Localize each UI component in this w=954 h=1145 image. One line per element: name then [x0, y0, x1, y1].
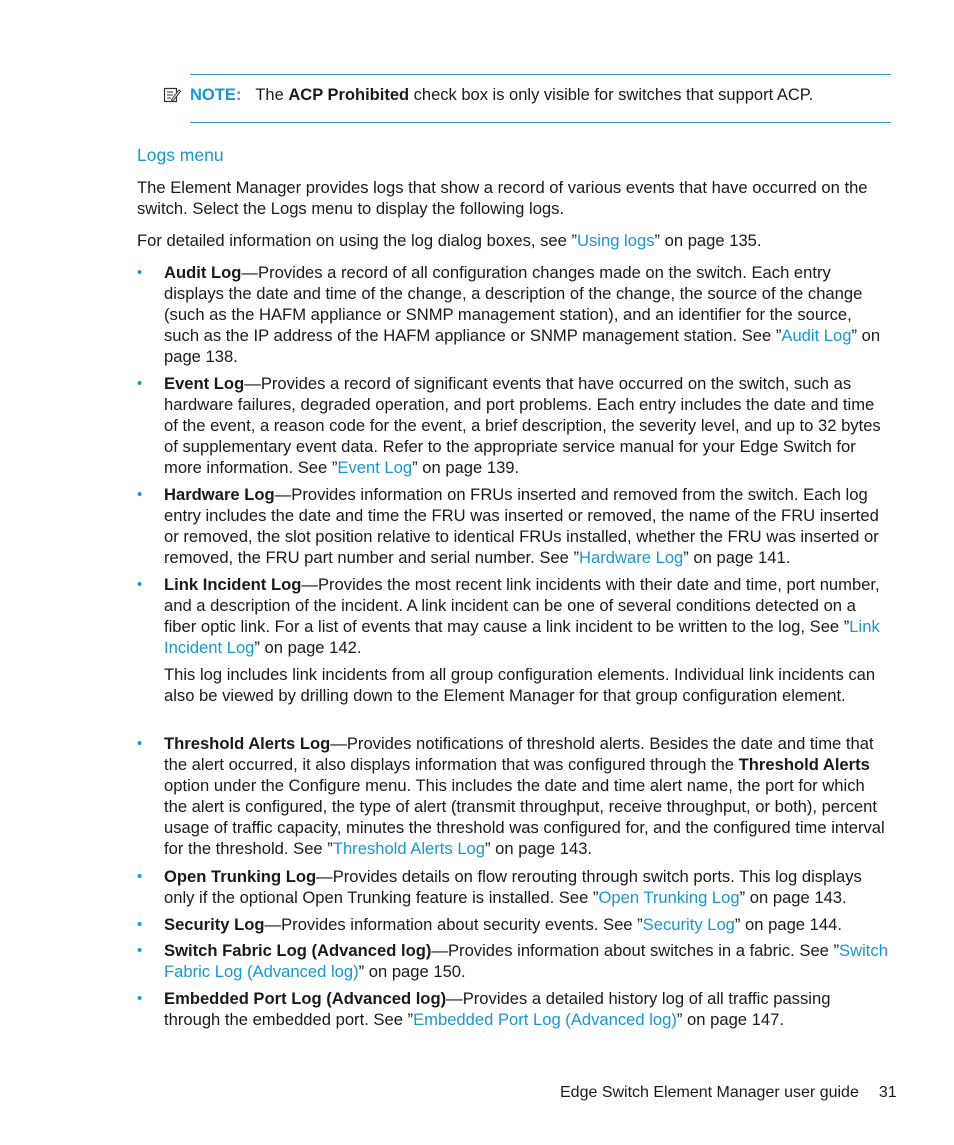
item-text: —Provides notifications of threshold alerts. Besides the date and time that the alert occurred, it also displays information that was configured through the — [164, 734, 874, 774]
item-post: ” on page 147. — [676, 1010, 784, 1029]
bullet-dot: • — [137, 264, 143, 281]
item-title: Event Log — [164, 374, 245, 393]
item-title: Security Log — [164, 915, 265, 934]
security-log-link[interactable]: Security Log — [642, 915, 735, 934]
note-text — [190, 85, 813, 105]
item-post: ” on page 144. — [734, 915, 842, 934]
bullet-dot: • — [137, 990, 143, 1007]
bullet-dot: • — [137, 868, 143, 885]
item-post: ” on page 143. — [739, 888, 847, 907]
link-incident-log-link[interactable]: Link Incident Log — [164, 617, 880, 657]
page-footer — [560, 1083, 897, 1103]
note-label: NOTE: — [190, 86, 242, 104]
bullet-dot: • — [137, 486, 143, 503]
item-text: —Provides information about security events. See ” — [264, 915, 643, 934]
threshold-alerts-log-link[interactable]: Threshold Alerts Log — [332, 839, 486, 858]
bullet-dot: • — [137, 576, 143, 593]
item-post: ” on page 138. — [164, 326, 881, 366]
item-post: ” on page 150. — [358, 962, 466, 981]
item-text: —Provides a detailed history log of all traffic passing through the embedded port. See ” — [164, 989, 831, 1029]
item-text-2: option under the Configure menu. This includes the date and time alert name, the port for which the alert is configured, the type of alert (transmit throughput, receive throughput, or both), percent usage of traffic capacity, minutes the threshold was configured for, and the configured time interval for the threshold. See ” — [164, 776, 885, 858]
note-post: check box is only visible for switches that support ACP. — [409, 86, 814, 104]
item-title: Hardware Log — [164, 485, 275, 504]
note-bold: ACP Prohibited — [288, 86, 410, 104]
detail-pre: For detailed information on using the log dialog boxes, see ” — [137, 231, 578, 250]
item-text: —Provides information on FRUs inserted and removed from the switch. Each log entry includes the date and time the FRU was inserted or removed, the name of the FRU inserted or removed, the slot position relative to identical FRUs installed, whether the FRU was inserted or removed, the FRU part number and serial number. See ” — [164, 485, 879, 567]
event-log-link[interactable]: Event Log — [337, 458, 413, 477]
item-text: —Provides a record of significant events that have occurred on the switch, such as hardware failures, degraded operation, and port problems. Each entry includes the date and time of the event, a reason code for the event, a brief description, the severity level, and up to 32 bytes of supplementary event data. Refer to the appropriate service manual for your Edge Switch for more information. See ” — [164, 374, 881, 477]
item-text: —Provides details on flow rerouting through switch ports. This log displays only if the optional Open Trunking feature is installed. See ” — [164, 867, 862, 907]
open-trunking-log-link[interactable]: Open Trunking Log — [598, 888, 740, 907]
note-pencil-icon — [163, 86, 181, 104]
note-pre: The — [255, 86, 289, 104]
item-extra: This log includes link incidents from all group configuration elements. Individual link incidents can also be viewed by drilling down to the Element Manager for that group configuration element. — [164, 665, 876, 705]
item-post: ” on page 141. — [683, 548, 791, 567]
item-title: Embedded Port Log (Advanced log) — [164, 989, 447, 1008]
intro-paragraph: The Element Manager provides logs that show a record of various events that have occurred on the switch. Select the Logs menu to display the following logs. — [137, 178, 868, 218]
audit-log-link[interactable]: Audit Log — [781, 326, 852, 345]
bullet-dot: • — [137, 942, 143, 959]
item-title: Open Trunking Log — [164, 867, 317, 886]
bullet-dot: • — [137, 916, 143, 933]
item-title: Threshold Alerts Log — [164, 734, 331, 753]
item-text: —Provides the most recent link incidents with their date and time, port number, and a description of the incident. A link incident can be one of several conditions detected on a fiber optic link. For a list of events that may cause a link incident to be written to the log, See ” — [164, 575, 880, 636]
item-post: ” on page 142. — [254, 638, 362, 657]
detail-paragraph — [137, 230, 889, 251]
detail-post: ” on page 135. — [654, 231, 762, 250]
switch-fabric-log-link[interactable]: Switch Fabric Log (Advanced log) — [164, 941, 888, 981]
item-title: Switch Fabric Log (Advanced log) — [164, 941, 432, 960]
bullet-dot: • — [137, 375, 143, 392]
item-post: ” on page 139. — [412, 458, 520, 477]
section-title: Logs menu — [137, 145, 224, 165]
page-number: 31 — [878, 1084, 897, 1101]
using-logs-link[interactable]: Using logs — [577, 231, 655, 250]
hardware-log-link[interactable]: Hardware Log — [579, 548, 684, 567]
footer-title: Edge Switch Element Manager user guide — [560, 1084, 859, 1101]
item-text: —Provides information about switches in a fabric. See ” — [431, 941, 840, 960]
item-post: ” on page 143. — [485, 839, 593, 858]
item-bold: Threshold Alerts — [738, 755, 870, 774]
embedded-port-log-link[interactable]: Embedded Port Log (Advanced log) — [413, 1010, 677, 1029]
bullet-dot: • — [137, 735, 143, 752]
item-text: —Provides a record of all configuration changes made on the switch. Each entry displays the date and time of the change, a description of the change, the source of the change (such as the HAFM appliance or SNMP management station), and an identifier for the source, such as the IP address of the HAFM appliance or SNMP management station. See ” — [164, 263, 863, 345]
item-title: Audit Log — [164, 263, 242, 282]
item-title: Link Incident Log — [164, 575, 302, 594]
